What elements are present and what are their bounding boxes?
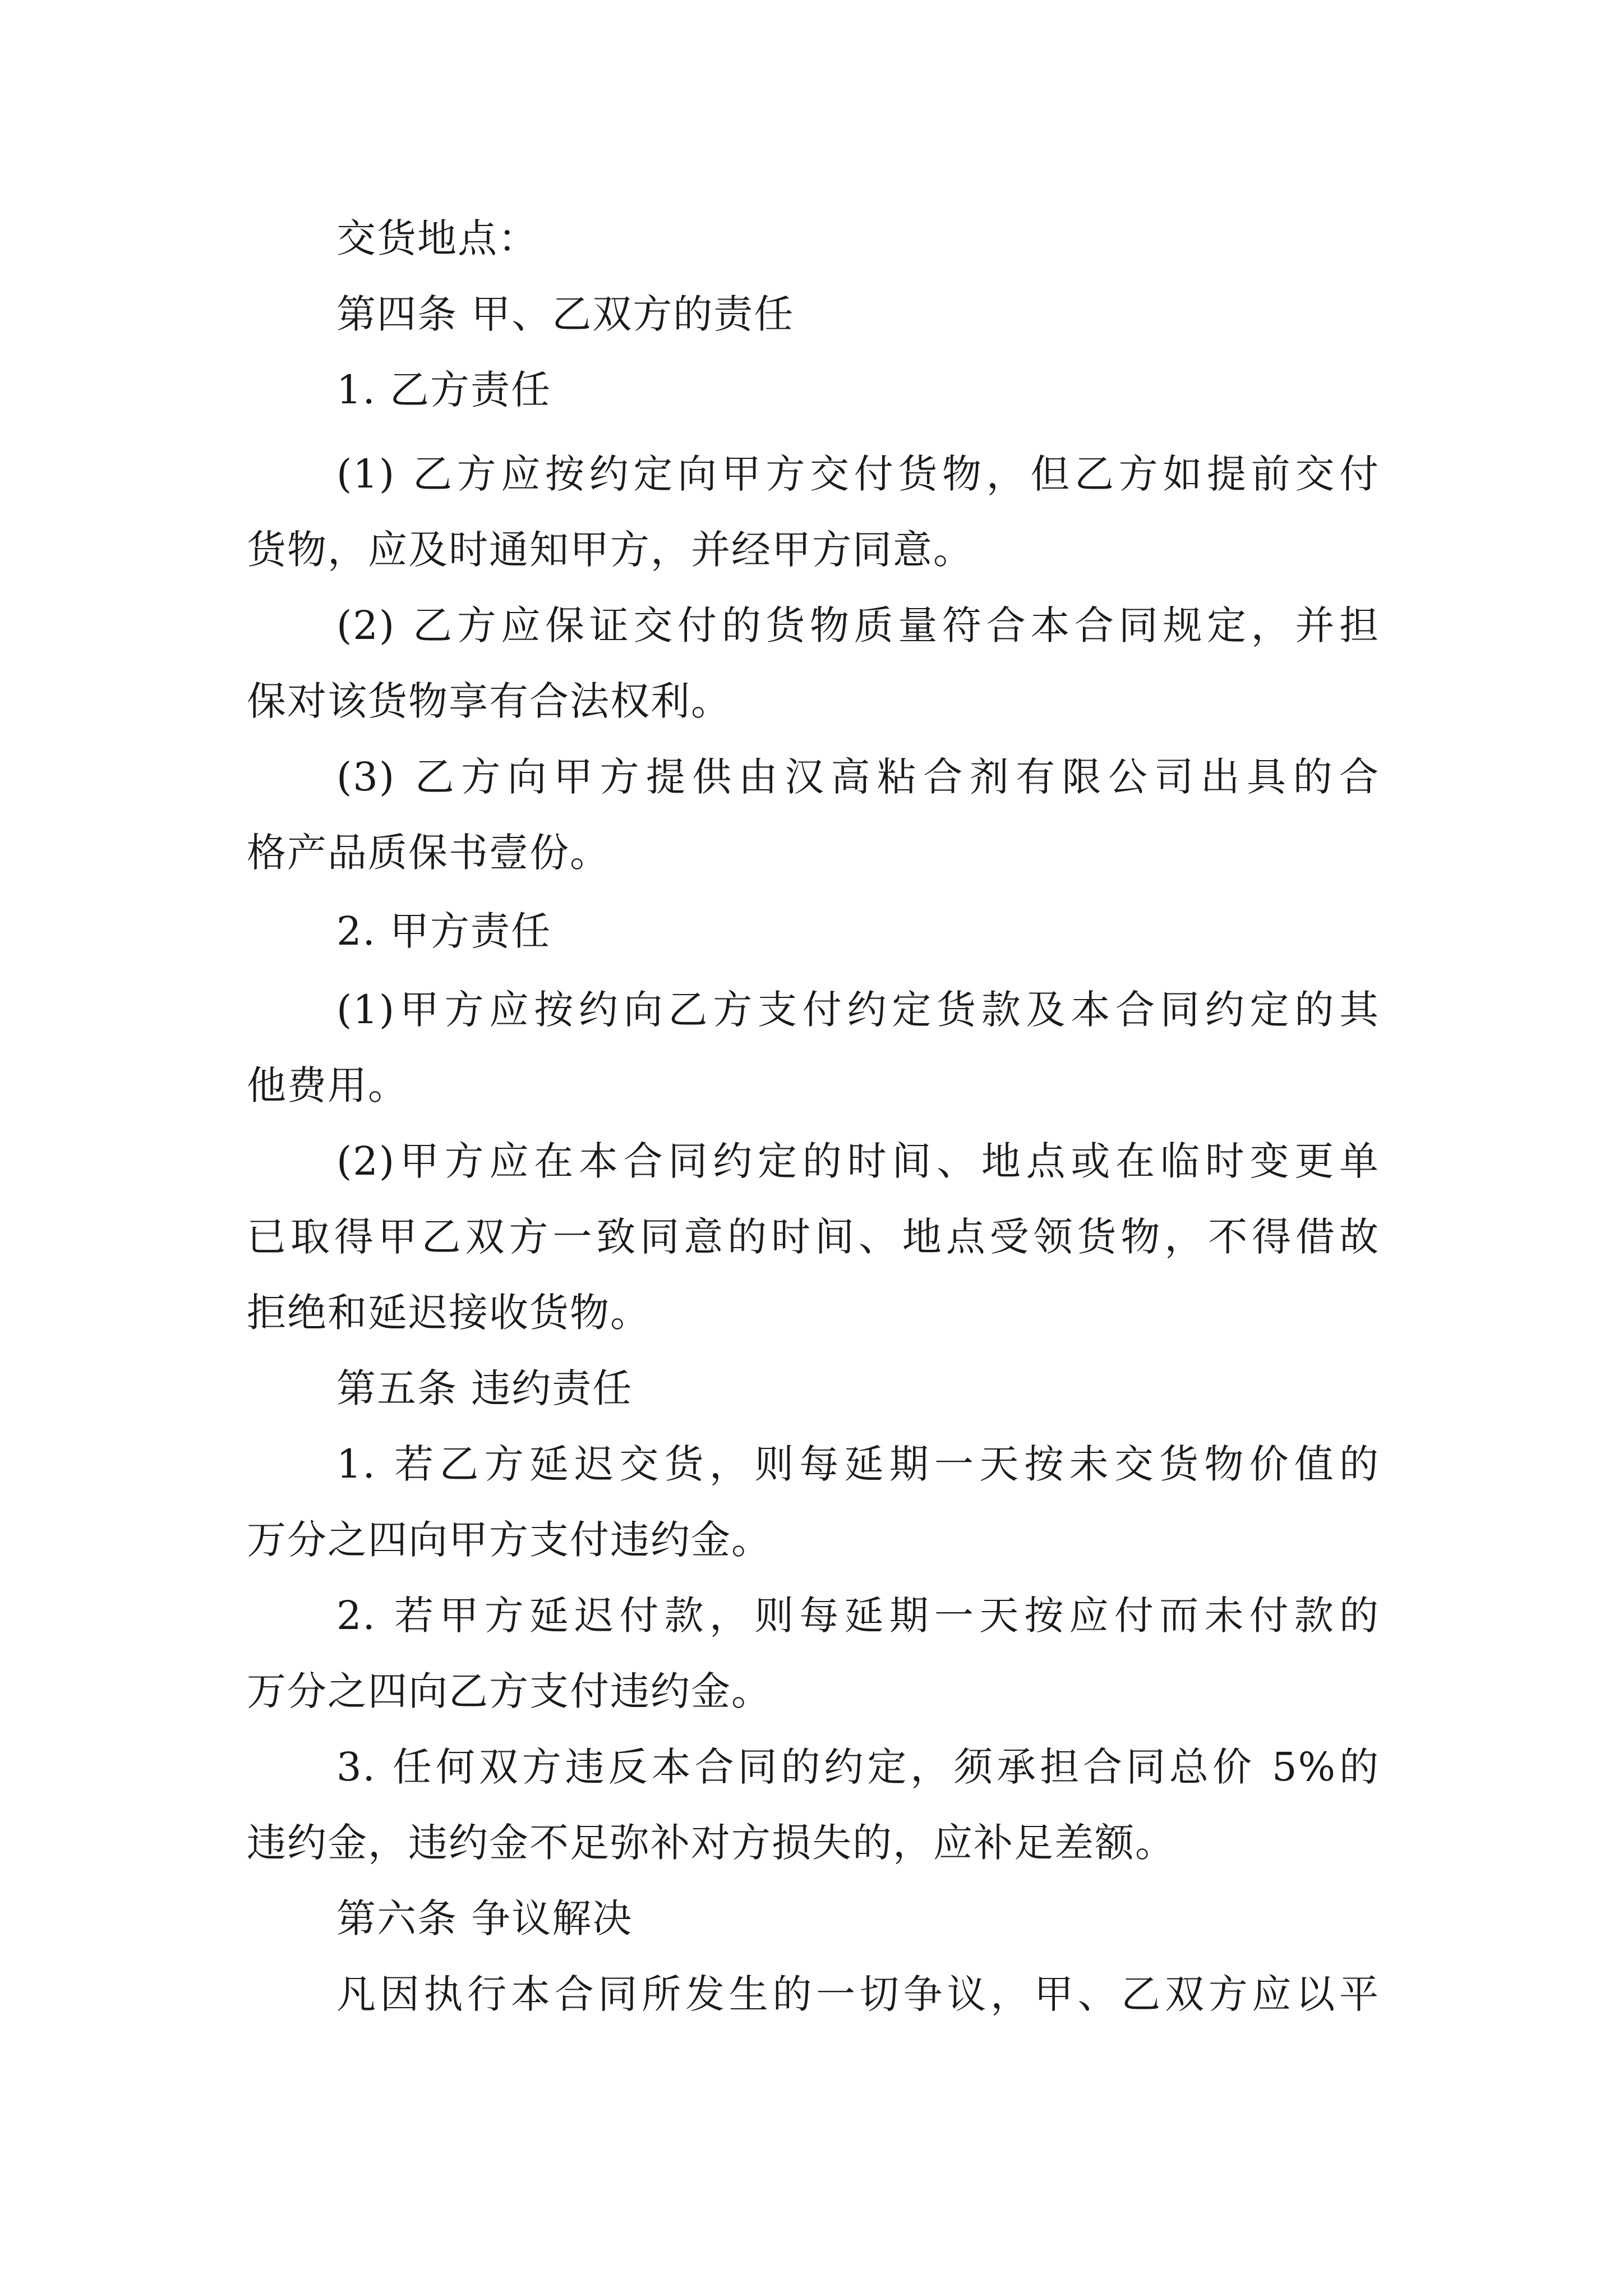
party-a-duty-2-line-2: 已取得甲乙双方一致同意的时间、地点受领货物，不得借故: [247, 1214, 1380, 1260]
party-b-duty-3-line-1: (3) 乙方向甲方提供由汉高粘合剂有限公司出具的合: [336, 754, 1380, 800]
breach-clause-1-line-2: 万分之四向甲方支付违约金。: [247, 1517, 772, 1563]
party-b-duty-2-line-1: (2) 乙方应保证交付的货物质量符合本合同规定，并担: [336, 602, 1380, 648]
delivery-location-label: 交货地点：: [336, 215, 538, 261]
party-a-duties-heading: 2. 甲方责任: [336, 908, 552, 954]
article-4-heading: 第四条 甲、乙双方的责任: [336, 291, 795, 337]
party-b-duty-2-line-2: 保对该货物享有合法权利。: [247, 678, 731, 724]
party-a-duty-2-line-1: (2)甲方应在本合同约定的时间、地点或在临时变更单: [336, 1138, 1380, 1184]
party-a-duty-1-line-1: (1)甲方应按约向乙方支付约定货款及本合同约定的其: [336, 987, 1380, 1033]
party-a-duty-2-line-3: 拒绝和延迟接收货物。: [247, 1290, 651, 1336]
breach-clause-2-line-1: 2. 若甲方延迟付款，则每延期一天按应付而未付款的: [336, 1593, 1380, 1639]
party-b-duty-1-line-2: 货物，应及时通知甲方，并经甲方同意。: [247, 527, 974, 573]
dispute-clause-line-1: 凡因执行本合同所发生的一切争议，甲、乙双方应以平: [336, 1971, 1380, 2017]
article-6-heading: 第六条 争议解决: [336, 1895, 633, 1941]
party-b-duty-3-line-2: 格产品质保书壹份。: [247, 830, 610, 876]
breach-clause-1-line-1: 1. 若乙方延迟交货，则每延期一天按未交货物价值的: [336, 1441, 1380, 1487]
party-a-duty-1-line-2: 他费用。: [247, 1062, 408, 1108]
party-b-duties-heading: 1. 乙方责任: [336, 367, 552, 413]
breach-clause-2-line-2: 万分之四向乙方支付违约金。: [247, 1668, 772, 1714]
article-5-heading: 第五条 违约责任: [336, 1365, 633, 1411]
party-b-duty-1-line-1: (1) 乙方应按约定向甲方交付货物，但乙方如提前交付: [336, 451, 1380, 497]
breach-clause-3-line-2: 违约金，违约金不足弥补对方损失的，应补足差额。: [247, 1820, 1175, 1866]
breach-clause-3-line-1: 3. 任何双方违反本合同的约定，须承担合同总价 5%的: [336, 1744, 1380, 1790]
